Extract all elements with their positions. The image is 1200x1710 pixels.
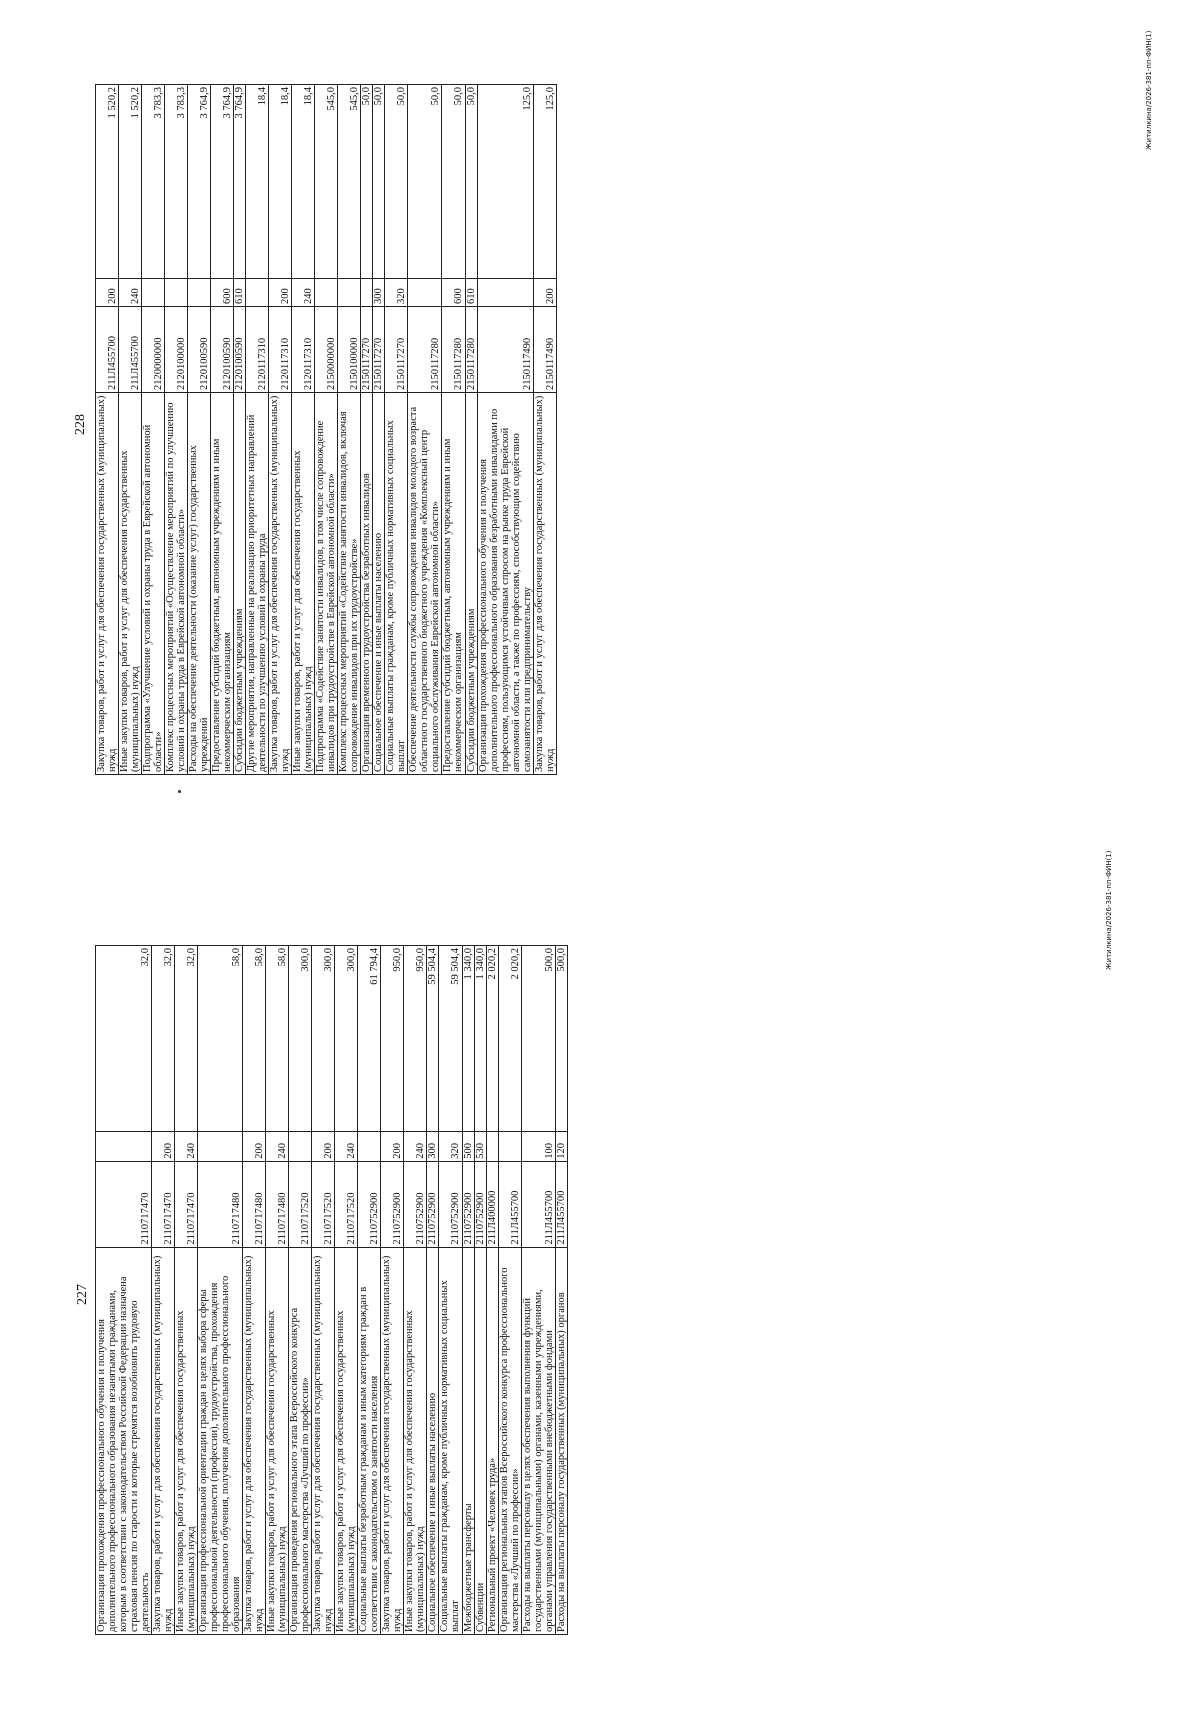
- row-sum-cell: 18,4: [269, 85, 292, 279]
- row-kvr-cell: [246, 279, 269, 307]
- table-row: [289, 946, 312, 1635]
- row-sum-cell: 58,0: [243, 946, 266, 1132]
- row-name-cell: Расходы на выплаты персоналу государственных (муниципальных) органов: [555, 1247, 567, 1634]
- row-sum-cell: 18,4: [292, 85, 315, 279]
- row-kvr-cell: 200: [152, 1131, 175, 1161]
- row-sum-cell: 3 783,3: [165, 85, 188, 279]
- table-row: [211, 85, 234, 775]
- row-name-cell: Межбюджетные трансферты: [462, 1247, 474, 1634]
- row-code-cell: 2110752900: [439, 1161, 462, 1247]
- table-row: [373, 85, 385, 775]
- row-kvr-cell: 320: [439, 1131, 462, 1161]
- table-row: [521, 946, 555, 1635]
- table-row: [315, 85, 338, 775]
- row-kvr-cell: 240: [119, 279, 142, 307]
- row-name-cell: Организация прохождения профессионального обучения и получения дополнительного профессионального образования безработными инвалидами по профессиям, пользующимся устойчивым спросом на рынке труда Еврейской автономной области, а также по профессиям, способствующим содействию самозанятости или предпринимательству: [477, 393, 533, 775]
- row-code-cell: 2120100590: [211, 307, 234, 393]
- row-kvr-cell: 200: [312, 1131, 335, 1161]
- row-name-cell: Иные закупки товаров, работ и услуг для обеспечения государственных (муниципальных) нужд: [335, 1247, 358, 1634]
- table-row: [498, 946, 521, 1635]
- row-code-cell: 2110717480: [266, 1161, 289, 1247]
- row-sum-cell: 3 764,9: [211, 85, 234, 279]
- row-code-cell: 211Л455700: [119, 307, 142, 393]
- row-kvr-cell: 240: [404, 1131, 427, 1161]
- row-sum-cell: 2 020,2: [486, 946, 498, 1132]
- table-row: [408, 85, 442, 775]
- row-kvr-cell: 200: [243, 1131, 266, 1161]
- table-row: [404, 946, 427, 1635]
- row-kvr-cell: 600: [211, 279, 234, 307]
- row-name-cell: Предоставление субсидий бюджетным, автономным учреждениям и иным некоммерческим организациям: [211, 393, 234, 775]
- row-sum-cell: 32,0: [96, 946, 152, 1132]
- row-code-cell: 2110752900: [404, 1161, 427, 1247]
- document-footer: Житилкина/2026-381-пп-ФИН(1): [1145, 30, 1153, 150]
- row-kvr-cell: [498, 1131, 521, 1161]
- row-name-cell: Комплекс процессных мероприятий «Осуществление мероприятий по улучшению условий и охраны труда в Еврейской автономной области»: [165, 393, 188, 775]
- row-sum-cell: 1 520,2: [119, 85, 142, 279]
- row-name-cell: Иные закупки товаров, работ и услуг для обеспечения государственных (муниципальных) нужд: [266, 1247, 289, 1634]
- table-row: [152, 946, 175, 1635]
- table-row: [439, 946, 462, 1635]
- row-code-cell: 2110717520: [312, 1161, 335, 1247]
- row-sum-cell: 59 504,4: [439, 946, 462, 1132]
- row-code-cell: 2150117490: [533, 307, 556, 393]
- table-row: [486, 946, 498, 1635]
- table-row: [198, 946, 243, 1635]
- row-name-cell: Закупка товаров, работ и услуг для обеспечения государственных (муниципальных) нужд: [243, 1247, 266, 1634]
- table-row: [175, 946, 198, 1635]
- row-sum-cell: 32,0: [175, 946, 198, 1132]
- row-name-cell: Социальное обеспечение и иные выплаты населению: [373, 393, 385, 775]
- scan-speck: [178, 790, 181, 793]
- row-code-cell: 2110752900: [427, 1161, 439, 1247]
- table-row: [442, 85, 465, 775]
- row-code-cell: 2110717520: [289, 1161, 312, 1247]
- row-code-cell: 2110717470: [175, 1161, 198, 1247]
- row-kvr-cell: 120: [555, 1131, 567, 1161]
- row-code-cell: 2150117280: [408, 307, 442, 393]
- row-name-cell: Подпрограмма «Содействие занятости инвалидов, в том числе сопровождение инвалидов при трудоустройстве в Еврейской автономной области»: [315, 393, 338, 775]
- row-kvr-cell: 200: [381, 1131, 404, 1161]
- row-sum-cell: 125,0: [533, 85, 556, 279]
- row-code-cell: 2120117310: [269, 307, 292, 393]
- row-sum-cell: 950,0: [381, 946, 404, 1132]
- row-code-cell: 2110717480: [198, 1161, 243, 1247]
- row-kvr-cell: 240: [292, 279, 315, 307]
- row-code-cell: 2120100590: [234, 307, 246, 393]
- row-name-cell: Комплекс процессных мероприятий «Содействие занятости инвалидов, включая сопровождение инвалидов при их трудоустройстве»: [338, 393, 361, 775]
- row-sum-cell: 50,0: [361, 85, 373, 279]
- table-row: [555, 946, 567, 1635]
- row-sum-cell: 300,0: [335, 946, 358, 1132]
- row-sum-cell: 18,4: [246, 85, 269, 279]
- row-code-cell: 2110717470: [96, 1161, 152, 1247]
- row-name-cell: Расходы на обеспечение деятельности (оказание услуг) государственных учреждений: [188, 393, 211, 775]
- row-sum-cell: 50,0: [408, 85, 442, 279]
- row-code-cell: 2110752900: [358, 1161, 381, 1247]
- table-row: [474, 946, 486, 1635]
- row-name-cell: Организация проведения регионального этапа Всероссийского конкурса профессионального мастерства «Лучший по профессии»: [289, 1247, 312, 1634]
- row-kvr-cell: [358, 1131, 381, 1161]
- row-sum-cell: 500,0: [521, 946, 555, 1132]
- row-kvr-cell: [486, 1131, 498, 1161]
- row-sum-cell: 32,0: [152, 946, 175, 1132]
- budget-table: [95, 945, 568, 1635]
- row-kvr-cell: 610: [234, 279, 246, 307]
- row-sum-cell: 3 764,9: [234, 85, 246, 279]
- page-228: [73, 75, 795, 775]
- row-name-cell: Субсидии бюджетным учреждениям: [465, 393, 477, 775]
- row-kvr-cell: [408, 279, 442, 307]
- table-row: [269, 85, 292, 775]
- row-kvr-cell: 530: [474, 1131, 486, 1161]
- row-name-cell: Социальные выплаты гражданам, кроме публичных нормативных социальных выплат: [439, 1247, 462, 1634]
- row-name-cell: Закупка товаров, работ и услуг для обеспечения государственных (муниципальных) нужд: [312, 1247, 335, 1634]
- row-code-cell: 2120100590: [188, 307, 211, 393]
- row-code-cell: 211Л455700: [96, 307, 119, 393]
- table-row: [119, 85, 142, 775]
- row-name-cell: Иные закупки товаров, работ и услуг для обеспечения государственных (муниципальных) нужд: [404, 1247, 427, 1634]
- table-row: [465, 85, 477, 775]
- row-kvr-cell: 320: [385, 279, 408, 307]
- table-row: [358, 946, 381, 1635]
- table-row: [312, 946, 335, 1635]
- row-kvr-cell: 240: [175, 1131, 198, 1161]
- row-code-cell: 2150117280: [465, 307, 477, 393]
- row-kvr-cell: 600: [442, 279, 465, 307]
- table-row: [338, 85, 361, 775]
- row-name-cell: Организация прохождения профессионального обучения и получения дополнительного профессионального образования незанятыми гражданами, которым в соответствии с законодательством Российской Федерации назначена страховая пенсия по старости и которые стремятся возобновить трудовую деятельность: [96, 1247, 152, 1634]
- row-code-cell: 2110717480: [243, 1161, 266, 1247]
- row-name-cell: Расходы на выплаты персоналу в целях обеспечения выполнения функций государственными (муниципальными) органами, казенными учреждениями, органами управления государственными внебюджетными фондами: [521, 1247, 555, 1634]
- table-row: [142, 85, 165, 775]
- row-code-cell: 2150117270: [361, 307, 373, 393]
- row-kvr-cell: 200: [269, 279, 292, 307]
- row-sum-cell: 61 794,4: [358, 946, 381, 1132]
- row-code-cell: 211Л455700: [521, 1161, 555, 1247]
- table-row: [266, 946, 289, 1635]
- page-227: [75, 945, 567, 1635]
- row-kvr-cell: 240: [335, 1131, 358, 1161]
- table-row: [165, 85, 188, 775]
- row-kvr-cell: [142, 279, 165, 307]
- row-name-cell: Иные закупки товаров, работ и услуг для обеспечения государственных (муниципальных) нужд: [292, 393, 315, 775]
- row-kvr-cell: [361, 279, 373, 307]
- table-row: [427, 946, 439, 1635]
- row-kvr-cell: 610: [465, 279, 477, 307]
- row-sum-cell: 3 764,9: [188, 85, 211, 279]
- row-name-cell: Закупка товаров, работ и услуг для обеспечения государственных (муниципальных) нужд: [152, 1247, 175, 1634]
- row-name-cell: Социальные выплаты безработным гражданам и иным категориям граждан в соответствии с законодательством о занятости населения: [358, 1247, 381, 1634]
- row-code-cell: 2150117280: [442, 307, 465, 393]
- row-sum-cell: 545,0: [315, 85, 338, 279]
- row-code-cell: 2150117270: [373, 307, 385, 393]
- row-name-cell: Организация временного трудоустройства безработных инвалидов: [361, 393, 373, 775]
- table-row: [96, 946, 152, 1635]
- row-sum-cell: 58,0: [198, 946, 243, 1132]
- row-sum-cell: 300,0: [289, 946, 312, 1132]
- page-number: 227: [75, 1284, 90, 1305]
- row-name-cell: Субвенции: [474, 1247, 486, 1634]
- row-sum-cell: 500,0: [555, 946, 567, 1132]
- row-sum-cell: 545,0: [338, 85, 361, 279]
- row-code-cell: 2110717520: [335, 1161, 358, 1247]
- table-row: [246, 85, 269, 775]
- row-kvr-cell: [96, 1131, 152, 1161]
- row-kvr-cell: [198, 1131, 243, 1161]
- row-code-cell: 2110717470: [152, 1161, 175, 1247]
- row-name-cell: Закупка товаров, работ и услуг для обеспечения государственных (муниципальных) нужд: [381, 1247, 404, 1634]
- row-code-cell: 2110752900: [474, 1161, 486, 1247]
- row-sum-cell: 2 020,2: [498, 946, 521, 1132]
- row-kvr-cell: [188, 279, 211, 307]
- table-row: [188, 85, 211, 775]
- table-row: [361, 85, 373, 775]
- row-code-cell: 2120117310: [292, 307, 315, 393]
- row-kvr-cell: [289, 1131, 312, 1161]
- table-row: [477, 85, 533, 775]
- row-name-cell: Организация профессиональной ориентации граждан в целях выбора сферы профессиональной деятельности (профессии), трудоустройства, прохождения профессионального обучения, получения дополнительного профессионального образования: [198, 1247, 243, 1634]
- row-sum-cell: 50,0: [385, 85, 408, 279]
- row-code-cell: 2110752900: [462, 1161, 474, 1247]
- budget-table: [95, 84, 557, 775]
- row-sum-cell: 1 340,0: [462, 946, 474, 1132]
- row-sum-cell: 50,0: [373, 85, 385, 279]
- row-name-cell: Субсидии бюджетным учреждениям: [234, 393, 246, 775]
- row-kvr-cell: 500: [462, 1131, 474, 1161]
- table-row: [96, 85, 119, 775]
- row-kvr-cell: [477, 279, 533, 307]
- row-sum-cell: 300,0: [312, 946, 335, 1132]
- row-name-cell: Предоставление субсидий бюджетным, автономным учреждениям и иным некоммерческим организациям: [442, 393, 465, 775]
- document-footer: Житилкина/2026-381-пп-ФИН(1): [1105, 850, 1113, 970]
- row-kvr-cell: [165, 279, 188, 307]
- row-code-cell: 211Л455700: [555, 1161, 567, 1247]
- row-sum-cell: 3 783,3: [142, 85, 165, 279]
- row-sum-cell: 125,0: [477, 85, 533, 279]
- row-sum-cell: 950,0: [404, 946, 427, 1132]
- row-name-cell: Региональный проект «Человек труда»: [486, 1247, 498, 1634]
- row-name-cell: Закупка товаров, работ и услуг для обеспечения государственных (муниципальных) нужд: [269, 393, 292, 775]
- row-sum-cell: 58,0: [266, 946, 289, 1132]
- row-code-cell: 2150000000: [315, 307, 338, 393]
- row-code-cell: 2110752900: [381, 1161, 404, 1247]
- row-kvr-cell: [338, 279, 361, 307]
- row-kvr-cell: 300: [427, 1131, 439, 1161]
- row-kvr-cell: 240: [266, 1131, 289, 1161]
- row-name-cell: Социальные выплаты гражданам, кроме публичных нормативных социальных выплат: [385, 393, 408, 775]
- row-sum-cell: 1 520,2: [96, 85, 119, 279]
- table-row: [292, 85, 315, 775]
- row-name-cell: Организация региональных этапов Всероссийского конкурса профессионального мастерства «Лучший по профессии»: [498, 1247, 521, 1634]
- row-name-cell: Иные закупки товаров, работ и услуг для обеспечения государственных (муниципальных) нужд: [175, 1247, 198, 1634]
- row-sum-cell: 50,0: [465, 85, 477, 279]
- row-kvr-cell: [315, 279, 338, 307]
- row-code-cell: 2120000000: [142, 307, 165, 393]
- table-row: [381, 946, 404, 1635]
- row-sum-cell: 1 340,0: [474, 946, 486, 1132]
- row-kvr-cell: 300: [373, 279, 385, 307]
- page-number: 228: [73, 414, 88, 435]
- row-code-cell: 211Л400000: [486, 1161, 498, 1247]
- table-row: [385, 85, 408, 775]
- row-code-cell: 2150117270: [385, 307, 408, 393]
- row-kvr-cell: 100: [521, 1131, 555, 1161]
- row-name-cell: Обеспечение деятельности службы сопровождения инвалидов молодого возраста областного государственного бюджетного учреждения «Комплексный центр социального обслуживания Еврейской автономной области»: [408, 393, 442, 775]
- row-sum-cell: 50,0: [442, 85, 465, 279]
- row-name-cell: Подпрограмма «Улучшение условий и охраны труда в Еврейской автономной области»: [142, 393, 165, 775]
- row-kvr-cell: 200: [96, 279, 119, 307]
- row-sum-cell: 59 504,4: [427, 946, 439, 1132]
- row-name-cell: Другие мероприятия, направленные на реализацию приоритетных направлений деятельности по улучшению условий и охраны труда: [246, 393, 269, 775]
- row-kvr-cell: 200: [533, 279, 556, 307]
- table-row: [234, 85, 246, 775]
- table-row: [243, 946, 266, 1635]
- row-name-cell: Закупка товаров, работ и услуг для обеспечения государственных (муниципальных) нужд: [533, 393, 556, 775]
- row-code-cell: 2120117310: [246, 307, 269, 393]
- row-code-cell: 2120100000: [165, 307, 188, 393]
- table-row: [462, 946, 474, 1635]
- row-code-cell: 2150100000: [338, 307, 361, 393]
- row-name-cell: Иные закупки товаров, работ и услуг для обеспечения государственных (муниципальных) нужд: [119, 393, 142, 775]
- table-row: [533, 85, 556, 775]
- table-row: [335, 946, 358, 1635]
- row-name-cell: Социальное обеспечение и иные выплаты населению: [427, 1247, 439, 1634]
- row-code-cell: 2150117490: [477, 307, 533, 393]
- row-code-cell: 211Л455700: [498, 1161, 521, 1247]
- row-name-cell: Закупка товаров, работ и услуг для обеспечения государственных (муниципальных) нужд: [96, 393, 119, 775]
